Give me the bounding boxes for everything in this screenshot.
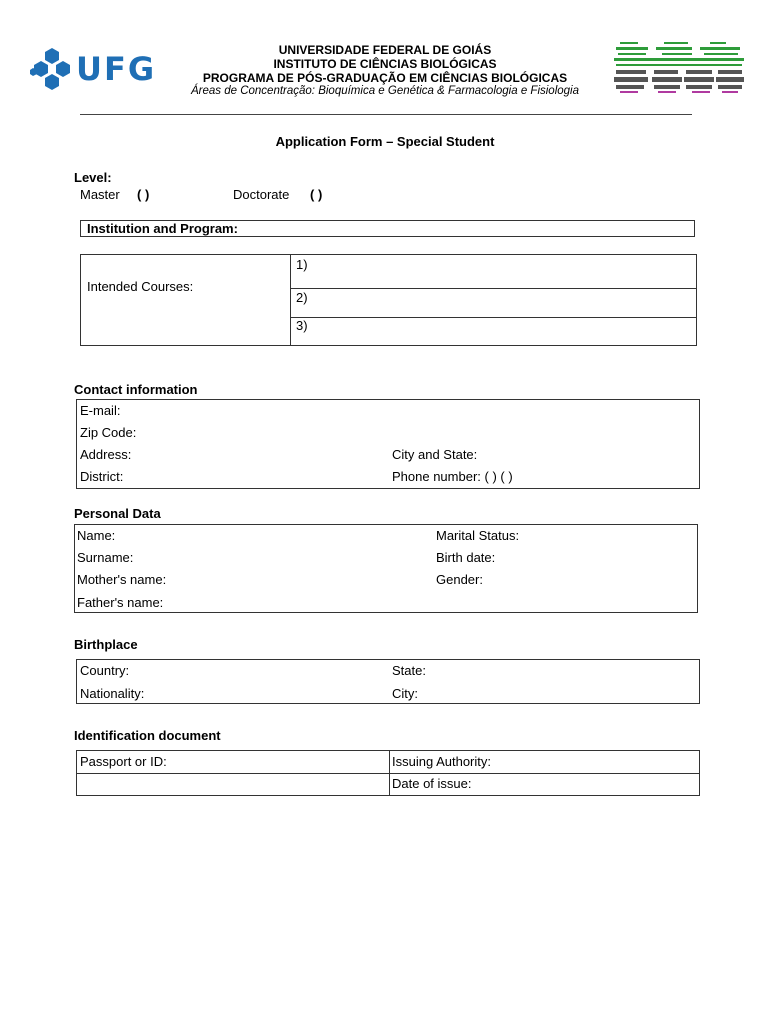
header-divider (80, 114, 692, 115)
master-checkbox[interactable]: ( ) (137, 187, 150, 202)
header-institute: INSTITUTO DE CIÊNCIAS BIOLÓGICAS (273, 57, 497, 71)
level-label: Level: (74, 170, 112, 185)
birthplace-table (76, 659, 700, 704)
header-university: UNIVERSIDADE FEDERAL DE GOIÁS (278, 43, 492, 57)
marital-status-field[interactable]: Marital Status: (436, 528, 520, 543)
contact-table (76, 399, 700, 489)
ufg-logo-text: UFG (76, 50, 157, 88)
country-field[interactable]: Country: (80, 663, 130, 678)
state-field[interactable]: State: (392, 663, 426, 678)
personal-table (74, 524, 698, 613)
birth-date-field[interactable]: Birth date: (436, 550, 496, 565)
doctorate-checkbox[interactable]: ( ) (310, 187, 323, 202)
doctorate-label: Doctorate (233, 187, 290, 202)
personal-section-title: Personal Data (74, 506, 161, 521)
course-row-divider (290, 317, 696, 318)
ufg-logo (30, 47, 155, 91)
zip-code-field[interactable]: Zip Code: (80, 425, 137, 440)
gender-field[interactable]: Gender: (436, 572, 483, 587)
phone-field[interactable]: Phone number: ( ) ( ) (392, 469, 513, 484)
courses-divider (290, 255, 291, 345)
nationality-field[interactable]: Nationality: (80, 686, 145, 701)
city-field[interactable]: City: (392, 686, 418, 701)
identification-row-divider (77, 773, 699, 774)
course-2-field[interactable]: 2) (296, 290, 308, 305)
email-field[interactable]: E-mail: (80, 403, 121, 418)
mother-name-field[interactable]: Mother's name: (77, 572, 167, 587)
district-field[interactable]: District: (80, 469, 124, 484)
header-program: PROGRAMA DE PÓS-GRADUAÇÃO EM CIÊNCIAS BIOLÓGICAS (202, 71, 568, 85)
identification-section-title: Identification document (74, 728, 221, 743)
date-of-issue-field[interactable]: Date of issue: (392, 776, 472, 791)
courses-table (80, 254, 697, 346)
master-label: Master (80, 187, 120, 202)
program-logo-graphic (614, 40, 746, 98)
contact-section-title: Contact information (74, 382, 198, 397)
name-field[interactable]: Name: (77, 528, 116, 543)
form-title: Application Form – Special Student (275, 134, 495, 149)
address-field[interactable]: Address: (80, 447, 132, 462)
city-state-field[interactable]: City and State: (392, 447, 478, 462)
father-name-field[interactable]: Father's name: (77, 595, 164, 610)
course-row-divider (290, 288, 696, 289)
institution-label: Institution and Program: (87, 221, 238, 236)
birthplace-section-title: Birthplace (74, 637, 138, 652)
courses-label: Intended Courses: (87, 279, 194, 294)
surname-field[interactable]: Surname: (77, 550, 134, 565)
passport-id-field[interactable]: Passport or ID: (80, 754, 167, 769)
course-1-field[interactable]: 1) (296, 257, 308, 272)
institution-field[interactable] (80, 220, 695, 237)
course-3-field[interactable]: 3) (296, 318, 308, 333)
identification-table (76, 750, 700, 796)
issuing-authority-field[interactable]: Issuing Authority: (392, 754, 491, 769)
ufg-hexagon-cluster-icon (30, 47, 74, 91)
header-areas: Áreas de Concentração: Bioquímica e Genética & Farmacologia e Fisiologia (190, 85, 579, 97)
